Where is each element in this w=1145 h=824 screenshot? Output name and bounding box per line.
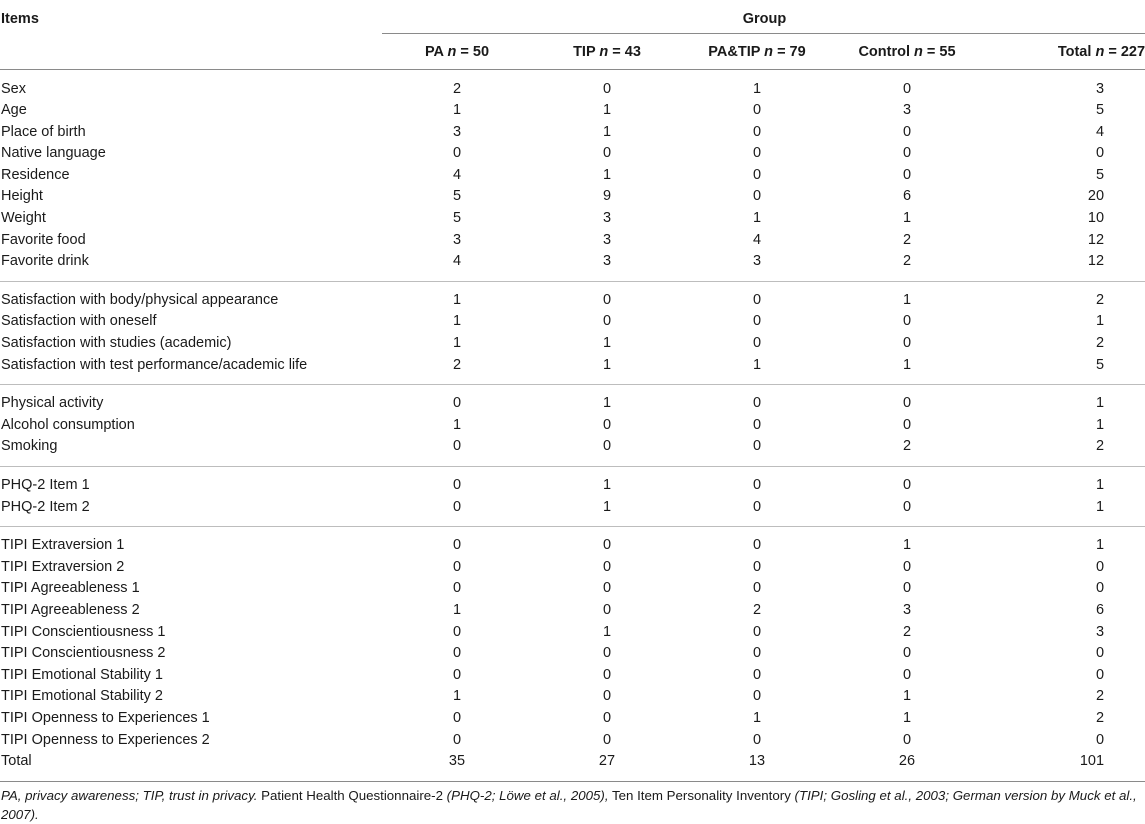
cell-value: 2 xyxy=(1095,291,1105,308)
cell-value: 0 xyxy=(902,313,912,330)
table-row xyxy=(0,415,1145,437)
cell-value: 0 xyxy=(602,416,612,433)
cell-value: 0 xyxy=(602,558,612,575)
cell-value: 3 xyxy=(752,253,762,270)
cell-value: 0 xyxy=(752,102,762,119)
cell-value: 3 xyxy=(1095,80,1105,97)
cell-value: 0 xyxy=(902,731,912,748)
cell-value: 0 xyxy=(1095,558,1105,575)
cell-value: 10 xyxy=(1087,210,1105,227)
table-row xyxy=(0,557,1145,579)
cell-value: 12 xyxy=(1087,231,1105,248)
table-header xyxy=(0,8,1145,69)
footnote-tipi-ref: (TIPI; Gosling et al., 2003; German version by Muck et al., 2007). xyxy=(1,788,1137,822)
cell-value: 3 xyxy=(902,601,912,618)
table-row xyxy=(0,730,1145,752)
cell-value: 0 xyxy=(1095,731,1105,748)
column-header-control xyxy=(832,33,982,69)
cell-value: 0 xyxy=(1095,666,1105,683)
cell-value: 2 xyxy=(452,80,462,97)
cell-value: 0 xyxy=(902,477,912,493)
column-n-symbol: n xyxy=(447,44,457,60)
cell-value: 0 xyxy=(902,395,912,412)
cell-value: 1 xyxy=(602,623,612,640)
cell-value: 9 xyxy=(602,188,612,205)
table-row xyxy=(0,165,1145,187)
cell-value: 12 xyxy=(1087,253,1105,270)
cell-value: 35 xyxy=(448,753,466,770)
cell-value: 20 xyxy=(1087,188,1105,205)
column-n-symbol: n xyxy=(1095,44,1105,60)
cell-value: 13 xyxy=(748,753,766,770)
table-row xyxy=(0,600,1145,622)
cell-value: 1 xyxy=(452,601,462,618)
cell-value: 0 xyxy=(602,537,612,554)
cell-value: 0 xyxy=(752,123,762,140)
row-label: PHQ-2 Item 2 xyxy=(1,498,90,515)
cell-value: 1 xyxy=(602,498,612,515)
table-row xyxy=(0,527,1145,557)
column-n-value: = 50 xyxy=(460,44,490,60)
cell-value: 0 xyxy=(452,537,462,554)
row-label: Alcohol consumption xyxy=(1,416,135,433)
cell-value: 1 xyxy=(452,102,462,119)
cell-value: 1 xyxy=(902,356,912,373)
row-label: Native language xyxy=(1,145,106,162)
cell-value: 0 xyxy=(752,166,762,183)
table-row xyxy=(0,333,1145,355)
table-row xyxy=(0,355,1145,385)
cell-value: 3 xyxy=(452,123,462,140)
row-label: Total xyxy=(1,753,32,770)
table-row xyxy=(0,281,1145,311)
column-name: TIP xyxy=(573,44,596,60)
table-row xyxy=(0,143,1145,165)
table-row xyxy=(0,467,1145,497)
row-label: TIPI Extraversion 2 xyxy=(1,558,125,575)
cell-value: 1 xyxy=(602,102,612,119)
column-n-value: = 79 xyxy=(777,44,806,60)
cell-value: 2 xyxy=(902,253,912,270)
cell-value: 1 xyxy=(452,416,462,433)
cell-value: 1 xyxy=(602,335,612,352)
cell-value: 0 xyxy=(452,580,462,597)
cell-value: 2 xyxy=(902,623,912,640)
cell-value: 0 xyxy=(602,313,612,330)
cell-value: 0 xyxy=(752,623,762,640)
table-row xyxy=(0,578,1145,600)
cell-value: 0 xyxy=(902,580,912,597)
table-footnote xyxy=(1,786,1141,824)
cell-value: 0 xyxy=(602,688,612,705)
cell-value: 0 xyxy=(452,438,462,455)
row-label: TIPI Openness to Experiences 2 xyxy=(1,731,210,748)
row-label: TIPI Conscientiousness 1 xyxy=(1,623,166,640)
cell-value: 0 xyxy=(752,188,762,205)
column-header-pa xyxy=(382,33,532,69)
column-name: Control xyxy=(858,44,910,60)
row-label: Favorite drink xyxy=(1,253,89,270)
table-group-1 xyxy=(0,69,1145,281)
table-row xyxy=(0,251,1145,281)
table-row xyxy=(0,186,1145,208)
table-row xyxy=(0,385,1145,415)
cell-value: 1 xyxy=(1095,477,1105,493)
cell-value: 3 xyxy=(602,210,612,227)
row-label: PHQ-2 Item 1 xyxy=(1,477,90,493)
cell-value: 0 xyxy=(902,123,912,140)
cell-value: 0 xyxy=(752,335,762,352)
table-row xyxy=(0,311,1145,333)
row-label: Residence xyxy=(1,166,70,183)
cell-value: 5 xyxy=(1095,166,1105,183)
row-label: TIPI Conscientiousness 2 xyxy=(1,645,166,662)
cell-value: 2 xyxy=(1095,709,1105,726)
table-group-2 xyxy=(0,281,1145,384)
cell-value: 0 xyxy=(452,395,462,412)
table-row xyxy=(0,122,1145,144)
table-row xyxy=(0,208,1145,230)
group-header: Group xyxy=(382,8,1145,33)
column-header-total xyxy=(982,33,1145,69)
cell-value: 26 xyxy=(898,753,916,770)
cell-value: 1 xyxy=(1095,537,1105,554)
cell-value: 4 xyxy=(452,253,462,270)
footnote-phq-name: Patient Health Questionnaire-2 xyxy=(257,788,447,803)
cell-value: 0 xyxy=(452,498,462,515)
table-row xyxy=(0,230,1145,252)
cell-value: 0 xyxy=(752,537,762,554)
cell-value: 1 xyxy=(902,291,912,308)
column-n-value: = 227 xyxy=(1108,44,1145,60)
cell-value: 1 xyxy=(602,395,612,412)
cell-value: 0 xyxy=(752,438,762,455)
cell-value: 6 xyxy=(902,188,912,205)
cell-value: 2 xyxy=(1095,688,1105,705)
row-label: TIPI Emotional Stability 2 xyxy=(1,688,163,705)
row-label: Satisfaction with test performance/academic life xyxy=(1,356,308,373)
cell-value: 0 xyxy=(602,601,612,618)
row-label: Satisfaction with body/physical appearance xyxy=(1,291,279,308)
items-header: Items xyxy=(1,11,39,27)
cell-value: 5 xyxy=(452,210,462,227)
column-n-symbol: n xyxy=(914,44,923,60)
table-row xyxy=(0,622,1145,644)
row-label: TIPI Extraversion 1 xyxy=(1,537,125,554)
cell-value: 0 xyxy=(902,80,912,97)
cell-value: 0 xyxy=(452,731,462,748)
cell-value: 2 xyxy=(902,231,912,248)
row-label: TIPI Emotional Stability 1 xyxy=(1,666,163,683)
cell-value: 0 xyxy=(452,145,462,162)
table-row xyxy=(0,69,1145,100)
cell-value: 0 xyxy=(902,166,912,183)
cell-value: 0 xyxy=(902,145,912,162)
cell-value: 0 xyxy=(602,666,612,683)
cell-value: 5 xyxy=(1095,356,1105,373)
cell-value: 3 xyxy=(452,231,462,248)
table-row xyxy=(0,708,1145,730)
column-header-tip xyxy=(532,33,682,69)
cell-value: 0 xyxy=(902,645,912,662)
cell-value: 1 xyxy=(602,166,612,183)
cell-value: 0 xyxy=(602,731,612,748)
cell-value: 0 xyxy=(1095,580,1105,597)
cell-value: 1 xyxy=(452,291,462,308)
cell-value: 1 xyxy=(602,123,612,140)
cell-value: 0 xyxy=(452,645,462,662)
column-n-value: = 55 xyxy=(926,44,956,60)
table-row xyxy=(0,436,1145,466)
cell-value: 0 xyxy=(752,731,762,748)
cell-value: 0 xyxy=(602,709,612,726)
cell-value: 1 xyxy=(452,335,462,352)
footnote-phq-ref: (PHQ-2; Löwe et al., 2005), xyxy=(446,788,609,803)
table-group-3 xyxy=(0,385,1145,467)
cell-value: 3 xyxy=(602,253,612,270)
cell-value: 3 xyxy=(1095,623,1105,640)
column-name: PA xyxy=(424,44,444,60)
cell-value: 1 xyxy=(752,210,762,227)
table-row xyxy=(0,665,1145,687)
row-label: Satisfaction with studies (academic) xyxy=(1,335,232,352)
column-header-pa-tip xyxy=(682,33,832,69)
cell-value: 101 xyxy=(1079,753,1105,770)
cell-value: 2 xyxy=(902,438,912,455)
cell-value: 1 xyxy=(752,80,762,97)
cell-value: 0 xyxy=(602,145,612,162)
row-label: Height xyxy=(1,188,43,205)
row-label: Weight xyxy=(1,210,46,227)
cell-value: 0 xyxy=(902,666,912,683)
cell-value: 1 xyxy=(752,709,762,726)
row-label: Sex xyxy=(1,80,26,97)
cell-value: 27 xyxy=(598,753,616,770)
cell-value: 4 xyxy=(452,166,462,183)
footnote-abbrev: PA, privacy awareness; TIP, trust in privacy. xyxy=(1,788,258,803)
table-row xyxy=(0,686,1145,708)
cell-value: 0 xyxy=(752,477,762,493)
cell-value: 0 xyxy=(1095,645,1105,662)
footnote-tipi-name: Ten Item Personality Inventory xyxy=(608,788,795,803)
cell-value: 0 xyxy=(902,498,912,515)
cell-value: 0 xyxy=(602,291,612,308)
table-group-5 xyxy=(0,527,1145,782)
cell-value: 0 xyxy=(752,291,762,308)
cell-value: 2 xyxy=(452,356,462,373)
cell-value: 1 xyxy=(902,709,912,726)
cell-value: 0 xyxy=(752,145,762,162)
column-name: Total xyxy=(1057,44,1092,60)
cell-value: 0 xyxy=(902,335,912,352)
cell-value: 1 xyxy=(902,537,912,554)
data-table xyxy=(0,8,1145,782)
table-row xyxy=(0,643,1145,665)
cell-value: 1 xyxy=(1095,416,1105,433)
cell-value: 6 xyxy=(1095,601,1105,618)
table-row xyxy=(0,497,1145,527)
cell-value: 2 xyxy=(752,601,762,618)
column-n-symbol: n xyxy=(599,44,609,60)
column-name: PA&TIP xyxy=(708,44,761,60)
cell-value: 0 xyxy=(752,498,762,515)
column-headers xyxy=(0,33,1145,69)
row-label: Satisfaction with oneself xyxy=(1,313,157,330)
row-label: Favorite food xyxy=(1,231,86,248)
cell-value: 1 xyxy=(602,477,612,493)
cell-value: 0 xyxy=(752,395,762,412)
cell-value: 2 xyxy=(1095,438,1105,455)
cell-value: 0 xyxy=(452,623,462,640)
cell-value: 1 xyxy=(1095,395,1105,412)
cell-value: 0 xyxy=(602,645,612,662)
row-label: Place of birth xyxy=(1,123,86,140)
cell-value: 0 xyxy=(752,313,762,330)
column-n-symbol: n xyxy=(764,44,774,60)
cell-value: 0 xyxy=(752,666,762,683)
cell-value: 0 xyxy=(452,666,462,683)
cell-value: 0 xyxy=(752,645,762,662)
cell-value: 1 xyxy=(452,688,462,705)
cell-value: 0 xyxy=(902,558,912,575)
cell-value: 1 xyxy=(752,356,762,373)
cell-value: 0 xyxy=(752,558,762,575)
cell-value: 4 xyxy=(752,231,762,248)
cell-value: 0 xyxy=(602,438,612,455)
cell-value: 1 xyxy=(1095,498,1105,515)
cell-value: 2 xyxy=(1095,335,1105,352)
table-row xyxy=(0,751,1145,781)
row-label: Smoking xyxy=(1,438,58,455)
table-group-4 xyxy=(0,467,1145,527)
cell-value: 0 xyxy=(452,558,462,575)
cell-value: 0 xyxy=(752,580,762,597)
cell-value: 5 xyxy=(1095,102,1105,119)
cell-value: 1 xyxy=(1095,313,1105,330)
cell-value: 0 xyxy=(452,477,462,493)
cell-value: 1 xyxy=(902,688,912,705)
row-label: Age xyxy=(1,102,27,119)
cell-value: 0 xyxy=(752,688,762,705)
cell-value: 3 xyxy=(602,231,612,248)
cell-value: 0 xyxy=(752,416,762,433)
cell-value: 0 xyxy=(452,709,462,726)
cell-value: 5 xyxy=(452,188,462,205)
cell-value: 1 xyxy=(602,356,612,373)
cell-value: 3 xyxy=(902,102,912,119)
row-label: TIPI Openness to Experiences 1 xyxy=(1,709,210,726)
cell-value: 4 xyxy=(1095,123,1105,140)
cell-value: 0 xyxy=(902,416,912,433)
row-label: TIPI Agreeableness 2 xyxy=(1,601,140,618)
cell-value: 0 xyxy=(1095,145,1105,162)
column-n-value: = 43 xyxy=(612,44,641,60)
cell-value: 0 xyxy=(602,580,612,597)
row-label: TIPI Agreeableness 1 xyxy=(1,580,140,597)
row-label: Physical activity xyxy=(1,395,104,412)
cell-value: 0 xyxy=(602,80,612,97)
table-row xyxy=(0,100,1145,122)
cell-value: 1 xyxy=(452,313,462,330)
cell-value: 1 xyxy=(902,210,912,227)
